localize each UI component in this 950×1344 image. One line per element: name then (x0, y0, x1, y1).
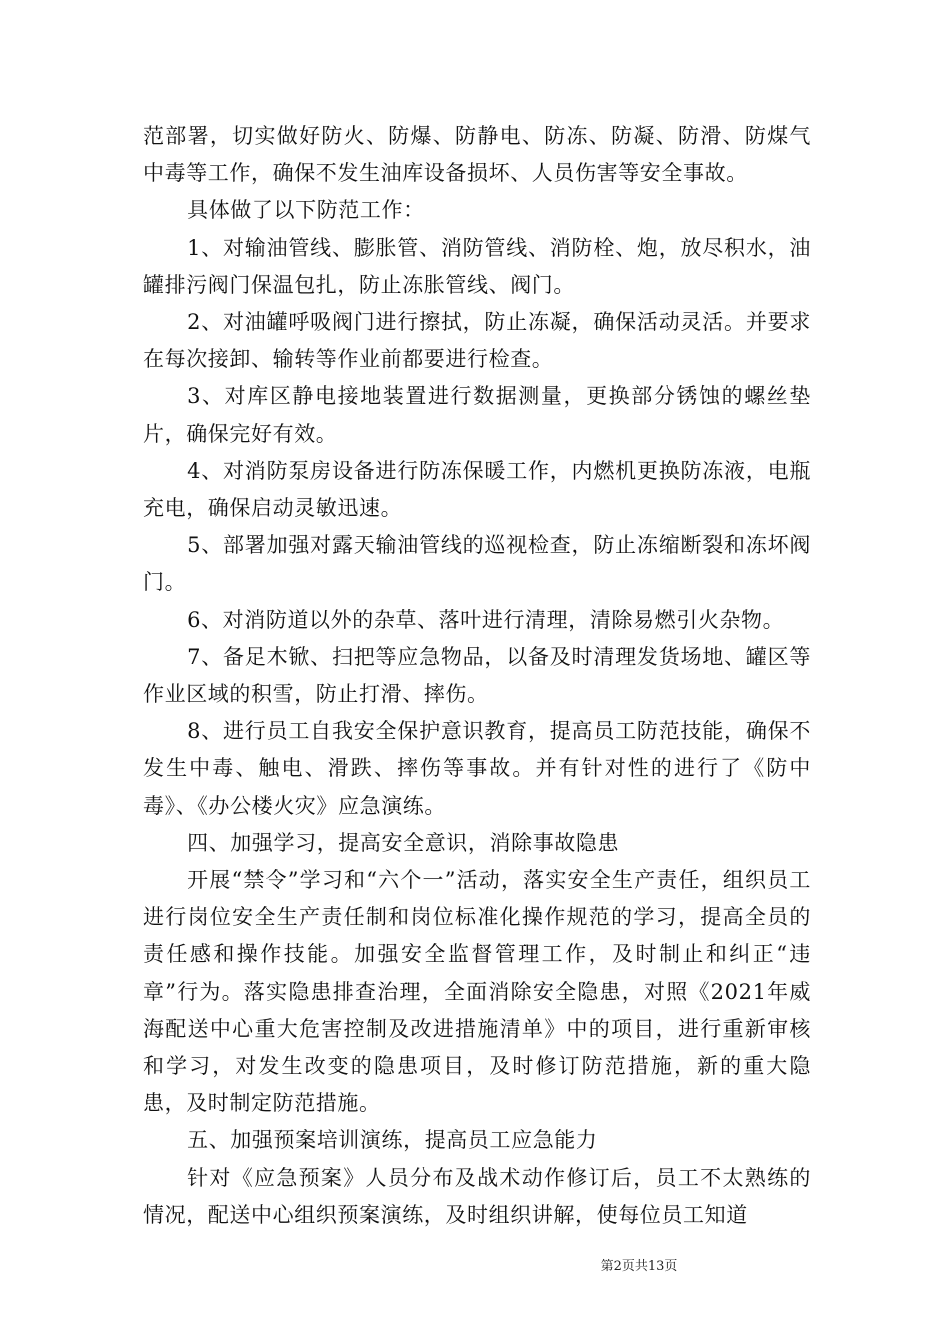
paragraph-continuation: 范部署，切实做好防火、防爆、防静电、防冻、防凝、防滑、防煤气中毒等工作，确保不发生油库设备损坏、人员伤害等安全事故。 (143, 124, 811, 186)
paragraph-intro: 具体做了以下防范工作： (187, 198, 425, 223)
section-heading-5: 五、加强预案培训演练，提高员工应急能力 (187, 1128, 598, 1153)
list-item-5: 5、部署加强对露天输油管线的巡视检查，防止冻缩断裂和冻坏阀门。 (143, 533, 811, 595)
list-item-4: 4、对消防泵房设备进行防冻保暖工作，内燃机更换防冻液，电瓶充电，确保启动灵敏迅速。 (143, 458, 811, 521)
page-footer (0, 1255, 950, 1274)
list-item-8: 8、进行员工自我安全保护意识教育，提高员工防范技能，确保不发生中毒、触电、滑跌、摔伤等事故。并有针对性的进行了《防中毒》、《办公楼火灾》应急演练。 (143, 719, 811, 818)
section-heading-4: 四、加强学习，提高安全意识，消除事故隐患 (187, 830, 620, 855)
list-item-1: 1、对输油管线、膨胀管、消防管线、消防栓、炮，放尽积水，油罐排污阀门保温包扎，防止冻胀管线、阀门。 (143, 235, 811, 297)
list-item-3: 3、对库区静电接地装置进行数据测量，更换部分锈蚀的螺丝垫片，确保完好有效。 (143, 384, 811, 446)
list-item-2: 2、对油罐呼吸阀门进行擦拭，防止冻凝，确保活动灵活。并要求在每次接卸、输转等作业前都要进行检查。 (143, 310, 811, 372)
section-body-5: 针对《应急预案》人员分布及战术动作修订后，员工不太熟练的情况，配送中心组织预案演练，及时组织讲解，使每位员工知道 (143, 1165, 811, 1227)
page-number: 第2页共13页 (600, 1259, 678, 1274)
body-text (143, 118, 811, 1234)
list-item-6: 6、对消防道以外的杂草、落叶进行清理，清除易燃引火杂物。 (187, 607, 785, 632)
section-body-4: 开展“禁令”学习和“六个一”活动，落实安全生产责任，组织员工进行岗位安全生产责任制和岗位标准化操作规范的学习，提高全员的责任感和操作技能。加强安全监督管理工作，及时制止和纠正“违章”行为。落实隐患排查治理，全面消除安全隐患，对照《2021年威海配送中心重大危害控制及改进措施清单》中的项目，进行重新审核和学习，对发生改变的隐患项目，及时修订防范措施，新的重大隐患，及时制定防范措施。 (143, 868, 811, 1116)
list-item-7: 7、备足木锨、扫把等应急物品，以备及时清理发货场地、罐区等作业区域的积雪，防止打滑、摔伤。 (143, 644, 811, 707)
